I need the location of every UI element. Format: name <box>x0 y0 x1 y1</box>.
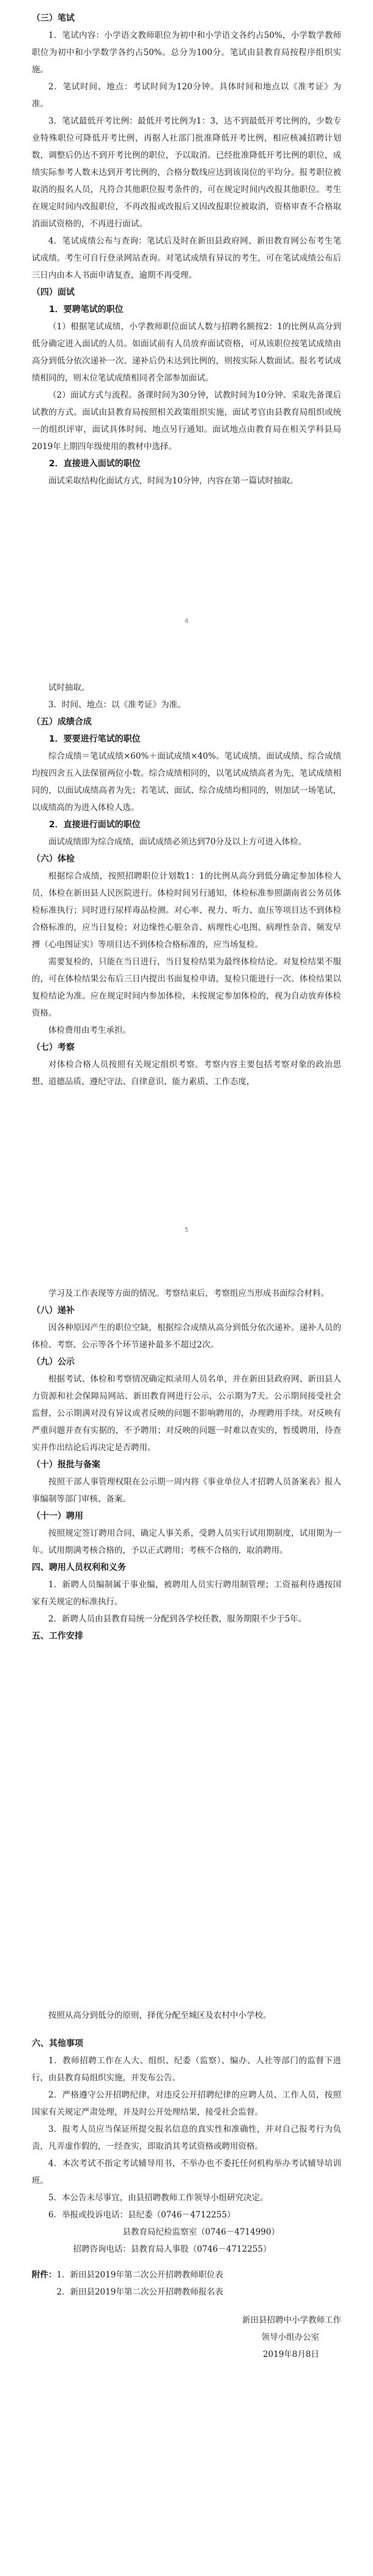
signature-date: 2019年8月8日 <box>262 2350 319 2359</box>
para-other-1: 1．教师招聘工作在人大、组织、纪委（监察）、编办、人社等部门的监督下进行，由县教育局组织实施，并发布公告。 <box>32 2056 341 2083</box>
heading-interview-written-posts: 1．要聘笔试的职位 <box>49 305 124 315</box>
para-rights-1: 1．新聘人员编制属于事业编，被聘用人员实行聘用制管理；工资福利待遇按国家有关规定的标准执行。 <box>32 1580 341 1607</box>
para-other-4: 4．本次考试不指定考试辅导用书，不举办也不委托任何机构举办考试辅导培训班。 <box>32 2159 341 2186</box>
para-hire: 按照规定签订聘用合同，确定人事关系，受聘人员实行试用期制度，试用期为一年。试用期满考核合格的，予以正式聘用；考核不合格的，取消聘用。 <box>32 1528 341 1555</box>
para-work: 按照从高分到低分的原则，择优分配至城区及农村中小学校。 <box>48 2011 271 2020</box>
heading-rights: 四、聘用人员权利和义务 <box>32 1563 126 1573</box>
para-other-6: 6．举报或投诉电话：县纪委（0746－4712255） <box>48 2210 235 2220</box>
heading-written-exam: （三）笔试 <box>32 13 75 23</box>
heading-public: （九）公示 <box>32 1357 75 1367</box>
section-score-exam <box>32 679 341 1090</box>
para-written-ratio: 3．笔试最低开考比例：最低开考比例为1：3，达不到最低开考比例的，少数专业特殊职位可降低开考比例，再据人社部门批准降低开考比例，相应核减招聘计划数，调整后仍达不到开考比例的职位，予以取消。已经批准降低开考比例的职位，成绩实际参考人数未达到开考比例的，合格分数线应达到该岗位的平均分。报考职位被取消的报名人员，凡符合其他职位报考条件的，可在规定时间内改报其他职位。考生在规定时间内改报职位，不再改报或改报后又因改报职位被取消，资格审查不合格取消面试资格的，不再进行面试。 <box>32 116 341 229</box>
heading-review: （七）考察 <box>32 1043 75 1052</box>
heading-medical: （六）体检 <box>32 854 75 864</box>
para-other-5: 5．本公告未尽事宜，由县招聘教师工作领导小组研究决定。 <box>48 2193 268 2203</box>
para-interview-time: 3．时间、地点：以《准考证》为准。 <box>48 700 186 710</box>
para-other-2: 2．严格遵守公开招聘纪律，对违反公开招聘纪律的应聘人员、工作人员，按照国家有关规定严肃处理，并及时公开处理结果，接受社会监督。 <box>32 2090 341 2117</box>
heading-score-direct-posts: 2．直接进行面试的职位 <box>49 820 141 830</box>
signature-office: 领导小组办公室 <box>261 2332 319 2342</box>
para-fill: 因各种原因产生的职位空缺，根据综合成绩从高分到低分依次递补。递补人员的体检、考察、公示等各个环节递补最多不超过2次。 <box>32 1323 341 1350</box>
page-number: 4 <box>184 618 189 625</box>
heading-work: 五、工作安排 <box>32 1631 83 1641</box>
para-review-2: 学习及工作表现等方面的情况。考察结束后，考察组应当形成书面综合材料。 <box>48 1289 329 1298</box>
para-written-score: 4．笔试成绩公布与查询：笔试后及时在新田县政府网、新田教育网公布考生笔试成绩。考生可自行登录网站查询。对笔试成绩有异议的考生，可在笔试成绩公布后三日内由本人书面申请复查，逾期不再受理。 <box>32 236 341 280</box>
heading-other: 六、其他事项 <box>32 2039 83 2049</box>
heading-fill: （八）递补 <box>32 1306 75 1316</box>
para-file: 按照干部人事管理权限在公示期一周内将《事业单位人才招聘人员备案表》报人事编制等部门审核、备案。 <box>32 1477 341 1504</box>
section-written-exam <box>32 10 341 490</box>
para-medical-3: 体检费用由考生承担。 <box>48 1026 131 1035</box>
heading-interview: （四）面试 <box>32 288 75 297</box>
signature-org: 新田县招聘中小学教师工作 <box>242 2315 341 2325</box>
para-written-time: 2．笔试时间、地点：考试时间为120分钟。具体时间和地点以《准考证》为准。 <box>32 82 341 109</box>
para-interview-ratio: （1）根据笔试成绩，小学教师职位面试人数与招聘名额按2：1的比例从高分到低分确定进入面试的人员。如面试前有人员放弃面试资格，可从该职位按笔试成绩由高分到低分依次递补一次。递补后仍未达到比例的，则按实际人数面试。报名考试成绩相同的，则末位笔试成绩相同者全部参加面试。 <box>32 322 341 383</box>
heading-hire: （十一）聘用 <box>32 1511 83 1521</box>
heading-file: （十）报批与备案 <box>32 1460 100 1470</box>
para-interview-structured: 面试采取结构化面试方式，时间为10分钟，内容在第一篇试时抽取。 <box>48 476 298 486</box>
page-number: 5 <box>184 1227 189 1234</box>
heading-score: （五）成绩合成 <box>32 717 92 727</box>
annex-2: 2．新田县2019年第二次公开招聘教师报名表 <box>56 2287 223 2297</box>
para-other-3: 3．报考人员应当保证所提交报名信息的真实性和准确性，并对自己报考行为负责，凡弄虚作假的，一经查实，即取消其考试资格或聘用资格。 <box>32 2124 341 2151</box>
para-public: 根据考试、体检和考察情况确定拟录用人员名单，并在新田县政府网、新田县人力资源和社会保障局网站、新田教育网进行公示，公示期为7天。公示期间接受社会监督，公示期满对没有异议或者反映的问题不影响聘用的，办理聘用手续。对反映有严重问题并查有实据的，不予聘用；对反映的问题一时难以查实的，暂缓聘用，待查实并作出结论后再决定是否聘用。 <box>32 1374 341 1453</box>
annex-1-text: 1．新田县2019年第二次公开招聘教师职位表 <box>56 2270 223 2280</box>
para-review-1: 对体检合格人员按照有关规定组织考察。考察内容主要包括考察对象的政治思想、道德品质、遵纪守法、自律意识、能力素质、工作态度， <box>32 1060 341 1087</box>
para-score-direct: 面试成绩即为综合成绩，面试成绩必须达到70分及以上方可进入体检。 <box>48 837 307 847</box>
para-medical-2: 需要复检的，只能在当日进行，当日复检结果为最终体检结论。对复检结果不服的，可在体检结果公布后三日内提出书面复检申请，复检只能进行一次。体检结果以复检结论为准。应在规定时间内参加体检，未按规定参加体检的，视为自动放弃体检资格。 <box>32 957 341 1018</box>
heading-interview-direct-posts: 2．直接进入面试的职位 <box>49 459 141 469</box>
para-written-content: 1．笔试内容：小学语文教师职位为初中和小学语文各约占50%，小学数学教师职位为初中和小学数学各约占50%。总分为100分。笔试由县教育局按程序组织实施。 <box>32 31 341 75</box>
para-other-8: 招聘咨询电话：县教育局人事股（0746－4712255） <box>73 2244 271 2254</box>
heading-score-written-posts: 1．要要进行笔试的职位 <box>49 734 141 744</box>
section-other <box>32 2007 341 2363</box>
para-rights-2: 2．新聘人员由县教育局统一分配到各学校任教，服务期限不少于5年。 <box>48 1614 307 1624</box>
para-other-7: 县教育局纪检监察室（0746－4714990） <box>122 2227 279 2237</box>
para-medical-1: 根据综合成绩，按照招聘职位计划数1：1的比例从高分到低分确定参加体检人员，体检在新田县人民医院进行。体检时间另行通知，体检标准参照湖南省公务员体检标准执行；同时进行尿样毒品检测。对心率、视力、听力、血压等项目达不到体检合格标准的，应当日复检；对边缘性心脏杂音、病理性心电图、病理性杂音、频发早搏（心电图证实）等项目达不到体检合格标准的，应当场复检。 <box>32 871 341 950</box>
para-interview-method: （2）面试方式与流程。备课时间为30分钟，试教时间为10分钟。采取先备课后试教的方式。面试由县教育局按照相关政策组织实施，面试考官由县教育局组织或统一的组织评审，面试具体时间、地点另行通知。面试地点由教育局在相关学科县局2019年上期四年级使用的教材中选择。 <box>32 390 341 452</box>
annex-label: 附件： <box>32 2270 57 2280</box>
annex-1 <box>32 2266 341 2284</box>
para-score-formula: 综合成绩＝笔试成绩×60%＋面试成绩×40%。笔试成绩、面试成绩、综合成绩均按四舍五入法保留两位小数。综合成绩相同的，以笔试成绩高者为先，笔试成绩相同的，以面试成绩高者为先；若笔试、面试、综合成绩均相同的，则加试一场笔试，以成绩高的为进入体检人选。 <box>32 751 341 813</box>
para-interview-cont: 试时抽取。 <box>48 683 90 693</box>
section-review-cont <box>32 1285 341 1645</box>
